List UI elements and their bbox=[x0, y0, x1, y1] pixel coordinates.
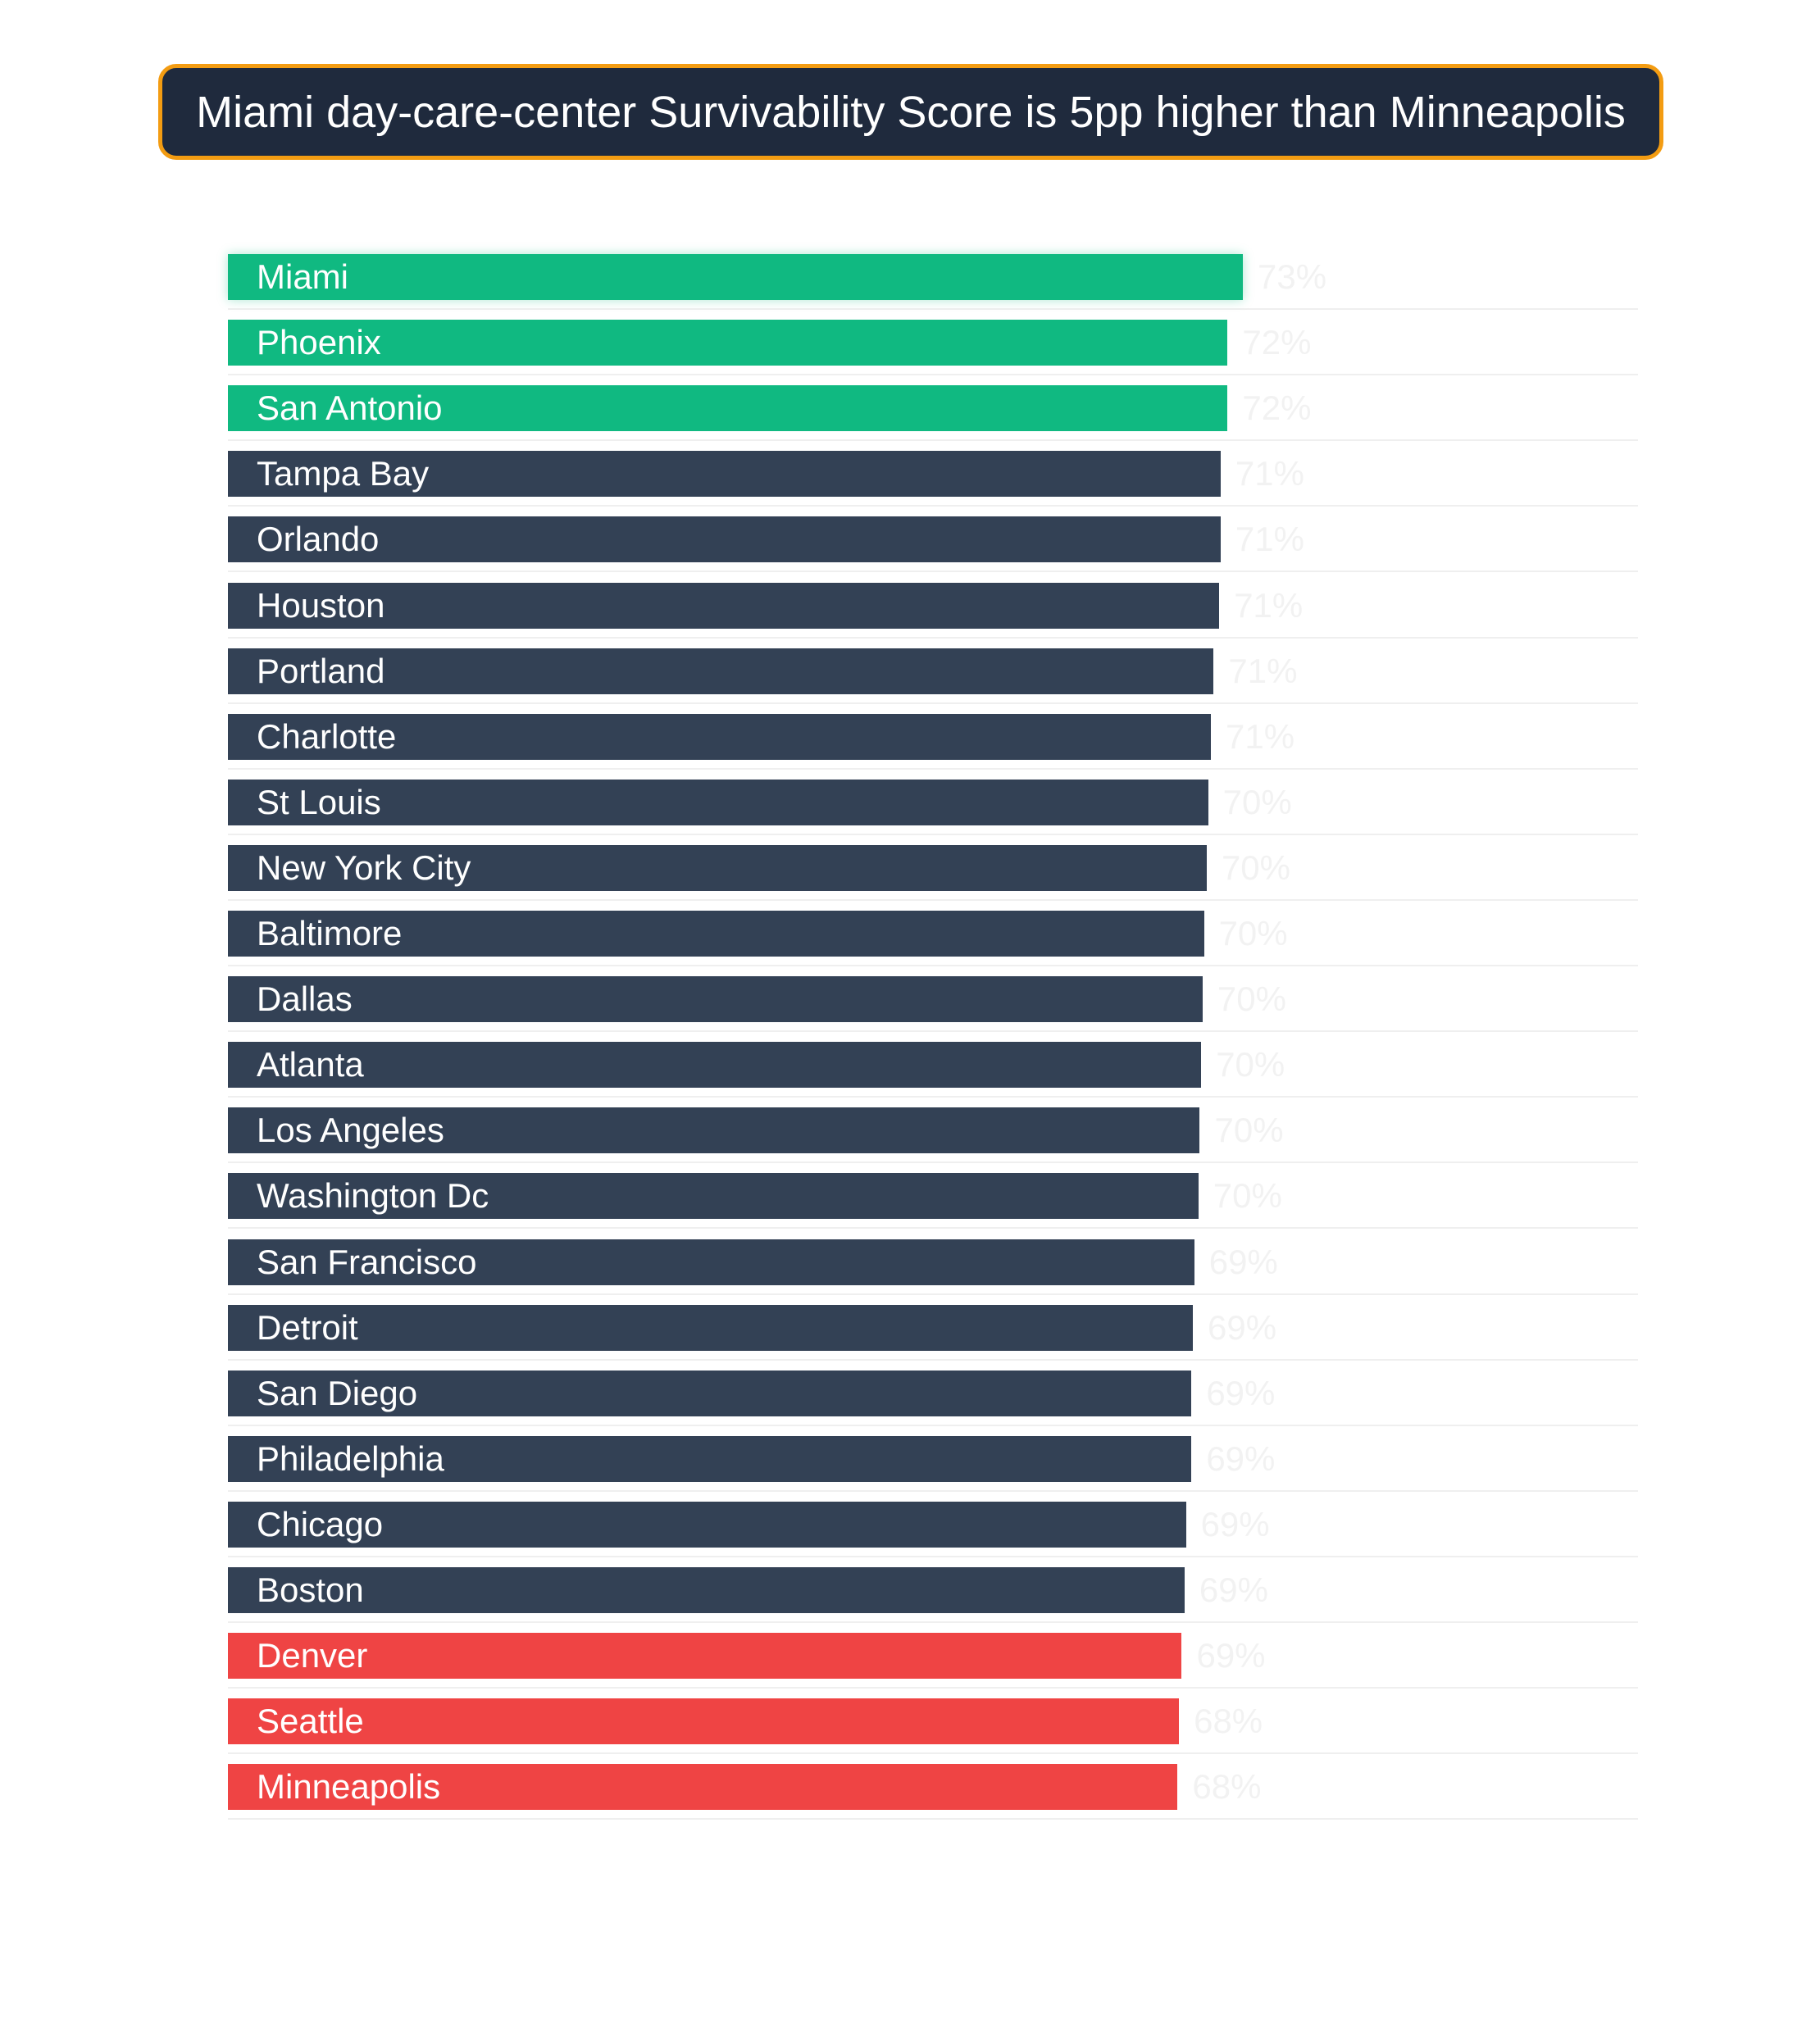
bar-row bbox=[228, 1754, 1638, 1820]
bar-row bbox=[228, 1098, 1638, 1163]
bar bbox=[228, 1567, 1185, 1613]
category-label: Detroit bbox=[257, 1307, 358, 1347]
value-label: 69% bbox=[1208, 1307, 1277, 1347]
bar-row bbox=[228, 375, 1638, 441]
category-label: Chicago bbox=[257, 1504, 384, 1543]
bar-row bbox=[228, 1230, 1638, 1295]
value-label: 70% bbox=[1222, 782, 1292, 821]
bar-row bbox=[228, 639, 1638, 704]
bar-row bbox=[228, 1623, 1638, 1689]
bar bbox=[228, 1305, 1193, 1351]
category-label: Phoenix bbox=[257, 323, 381, 362]
category-label: Tampa Bay bbox=[257, 454, 430, 493]
value-label: 68% bbox=[1192, 1767, 1262, 1807]
bar bbox=[228, 1633, 1181, 1679]
value-label: 70% bbox=[1218, 914, 1288, 952]
bar-row bbox=[228, 966, 1638, 1032]
bar-row bbox=[228, 310, 1638, 375]
bar-row bbox=[228, 770, 1638, 835]
category-label: Philadelphia bbox=[257, 1439, 444, 1478]
value-label: 70% bbox=[1214, 1111, 1284, 1150]
bar bbox=[228, 1698, 1179, 1744]
bar-row bbox=[228, 1032, 1638, 1098]
value-label: 71% bbox=[1226, 716, 1295, 756]
value-label: 69% bbox=[1200, 1504, 1270, 1543]
bar-row bbox=[228, 901, 1638, 966]
category-label: Washington Dc bbox=[257, 1176, 489, 1216]
bar-row bbox=[228, 1557, 1638, 1623]
category-label: Los Angeles bbox=[257, 1111, 444, 1150]
category-label: Dallas bbox=[257, 980, 353, 1019]
category-label: Minneapolis bbox=[257, 1767, 441, 1807]
category-label: San Diego bbox=[257, 1373, 418, 1412]
bar bbox=[228, 254, 1243, 300]
chart-title: Miami day-care-center Survivability Score is 5pp higher than Minneapolis bbox=[196, 87, 1626, 137]
value-label: 71% bbox=[1234, 585, 1304, 625]
value-label: 72% bbox=[1242, 389, 1312, 428]
category-label: Atlanta bbox=[257, 1045, 364, 1084]
category-label: St Louis bbox=[257, 782, 381, 821]
category-label: Seattle bbox=[257, 1702, 364, 1741]
category-label: Boston bbox=[257, 1571, 364, 1609]
bar-row bbox=[228, 835, 1638, 901]
value-label: 71% bbox=[1235, 520, 1304, 559]
category-label: San Francisco bbox=[257, 1242, 477, 1281]
category-label: Baltimore bbox=[257, 914, 403, 952]
value-label: 71% bbox=[1228, 651, 1298, 690]
value-label: 69% bbox=[1206, 1373, 1276, 1412]
bar-row bbox=[228, 441, 1638, 507]
category-label: San Antonio bbox=[257, 389, 443, 428]
bar-row bbox=[228, 1361, 1638, 1426]
value-label: 70% bbox=[1216, 1045, 1285, 1084]
value-label: 69% bbox=[1199, 1571, 1268, 1609]
category-label: Charlotte bbox=[257, 716, 397, 756]
value-label: 69% bbox=[1206, 1439, 1276, 1478]
value-label: 69% bbox=[1208, 1242, 1278, 1281]
bar bbox=[228, 1042, 1201, 1088]
category-label: Houston bbox=[257, 585, 385, 625]
bar-row bbox=[228, 244, 1638, 310]
bar-row bbox=[228, 1689, 1638, 1754]
value-label: 72% bbox=[1242, 323, 1312, 362]
value-label: 70% bbox=[1213, 1176, 1282, 1216]
bar bbox=[228, 976, 1203, 1022]
value-label: 68% bbox=[1194, 1702, 1263, 1741]
category-label: Orlando bbox=[257, 520, 380, 559]
value-label: 70% bbox=[1217, 980, 1286, 1019]
bar-row bbox=[228, 573, 1638, 639]
category-label: New York City bbox=[257, 848, 471, 887]
value-label: 70% bbox=[1221, 848, 1291, 887]
category-label: Denver bbox=[257, 1636, 368, 1675]
value-label: 73% bbox=[1258, 257, 1327, 296]
value-label: 71% bbox=[1235, 454, 1304, 493]
bar-row bbox=[228, 1492, 1638, 1557]
bar-row bbox=[228, 1163, 1638, 1229]
category-label: Portland bbox=[257, 651, 385, 690]
value-label: 69% bbox=[1196, 1636, 1266, 1675]
category-label: Miami bbox=[257, 257, 348, 296]
bar-row bbox=[228, 1426, 1638, 1492]
bar-row bbox=[228, 507, 1638, 572]
bar-row bbox=[228, 704, 1638, 770]
bar-row bbox=[228, 1295, 1638, 1361]
row-divider bbox=[228, 1818, 1638, 1820]
